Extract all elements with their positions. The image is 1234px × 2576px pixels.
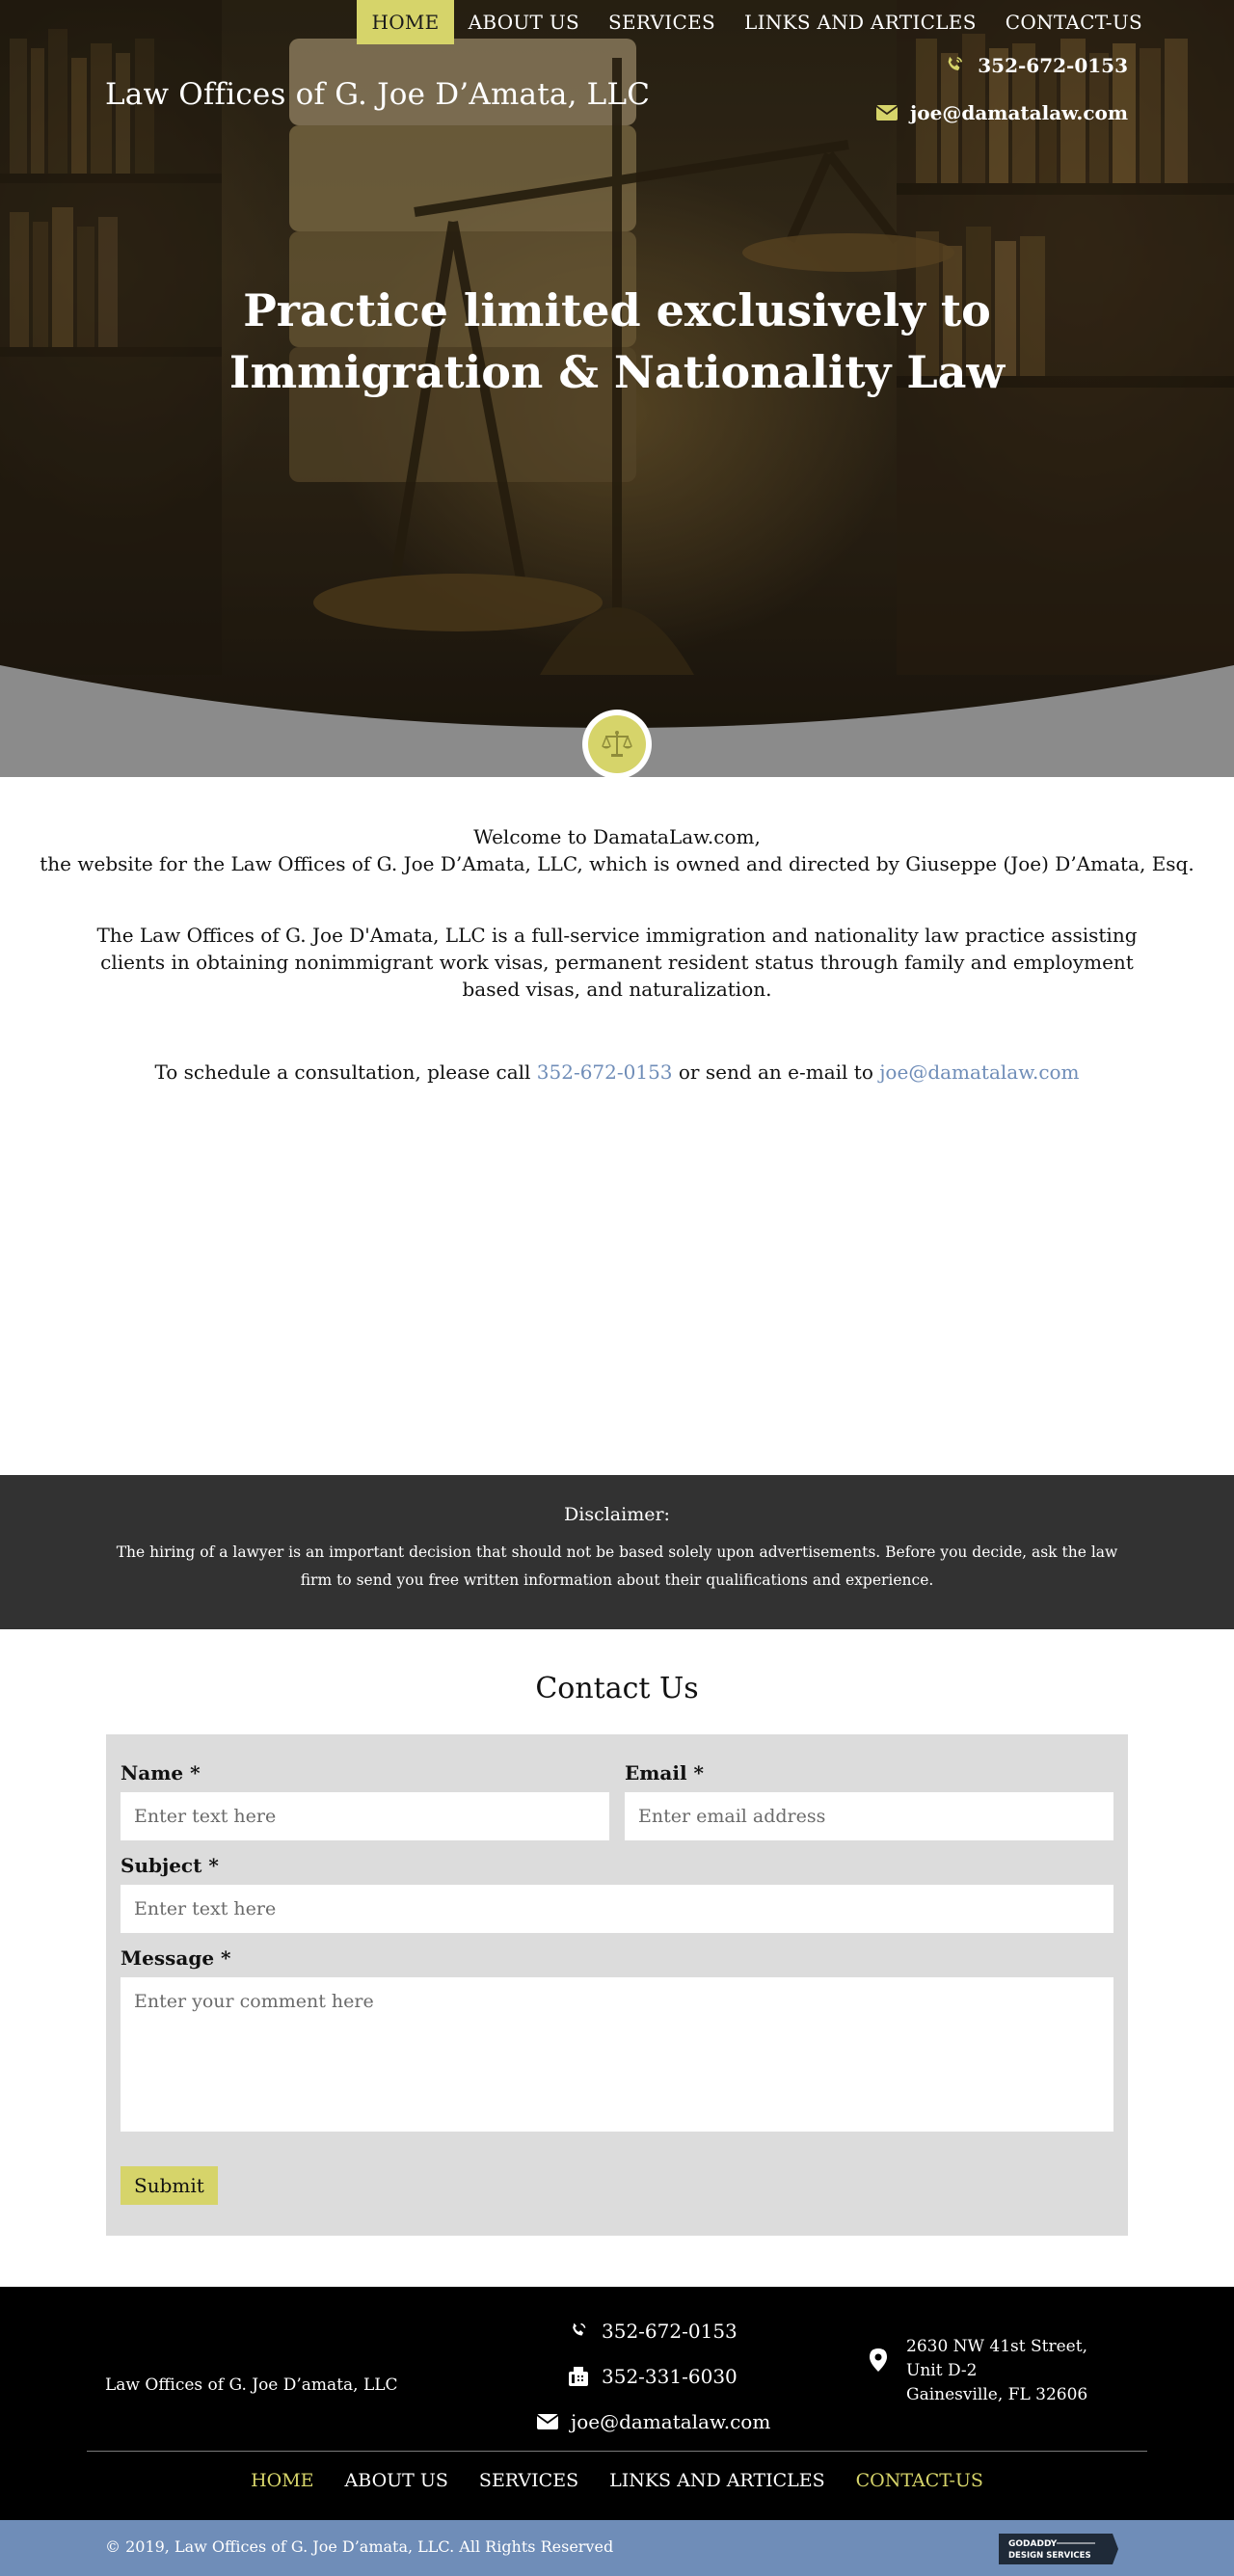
message-field-group bbox=[121, 1946, 1113, 2135]
footer-fax bbox=[536, 2353, 770, 2399]
footer-nav-home[interactable]: HOME bbox=[251, 2470, 314, 2491]
nav-item-links-and-articles[interactable]: LINKS AND ARTICLES bbox=[744, 11, 977, 34]
site-footer bbox=[0, 2287, 1234, 2520]
address-line-2: Unit D-2 bbox=[906, 2361, 978, 2380]
welcome-line-2: the website for the Law Offices of G. Joe D’Amata, LLC, which is owned and directed by Giuseppe (Joe) D’Amata, Esq. bbox=[40, 852, 1194, 875]
main-nav bbox=[357, 0, 1157, 44]
footer-divider bbox=[87, 2451, 1147, 2452]
welcome-section bbox=[0, 777, 1234, 1475]
contact-form bbox=[106, 1734, 1128, 2236]
email-input[interactable] bbox=[625, 1792, 1113, 1840]
footer-contact-list bbox=[536, 2308, 770, 2444]
footer-nav-contact-us[interactable]: CONTACT-US bbox=[855, 2470, 983, 2491]
name-input[interactable] bbox=[121, 1792, 609, 1840]
footer-phone[interactable] bbox=[536, 2308, 770, 2353]
disclaimer-title: Disclaimer: bbox=[564, 1504, 670, 1525]
name-field-group bbox=[121, 1761, 609, 1840]
footer-phone-text: 352-672-0153 bbox=[602, 2319, 738, 2343]
scales-badge bbox=[582, 710, 652, 777]
nav-item-about-us[interactable]: ABOUT US bbox=[468, 11, 580, 34]
footer-nav-about-us[interactable]: ABOUT US bbox=[344, 2470, 448, 2491]
footer-fax-text: 352-331-6030 bbox=[602, 2364, 738, 2388]
subject-label: Subject * bbox=[121, 1854, 219, 1877]
godaddy-line-1: GODADDY bbox=[1008, 2539, 1058, 2549]
header-phone[interactable] bbox=[943, 54, 1128, 77]
disclaimer-text: The hiring of a lawyer is an important decision that should not be based solely upon advertisements. Before you decide, ask the law firm to send you free written information about their qualifications and experience. bbox=[116, 1543, 1118, 1589]
subject-field-group bbox=[121, 1854, 1113, 1933]
hero-section bbox=[0, 0, 1234, 777]
welcome-line-1: Welcome to DamataLaw.com, bbox=[473, 825, 761, 848]
schedule-phone-link[interactable]: 352-672-0153 bbox=[536, 1060, 673, 1084]
subject-input[interactable] bbox=[121, 1885, 1113, 1933]
name-label: Name * bbox=[121, 1761, 201, 1784]
address-line-3: Gainesville, FL 32606 bbox=[906, 2385, 1088, 2404]
schedule-prefix: To schedule a consultation, please call bbox=[154, 1060, 531, 1084]
header-phone-text: 352-672-0153 bbox=[978, 54, 1128, 77]
schedule-consultation bbox=[0, 1059, 1234, 1086]
site-brand-title[interactable]: Law Offices of G. Joe D’Amata, LLC bbox=[105, 77, 651, 112]
nav-item-contact-us[interactable]: CONTACT-US bbox=[1005, 11, 1142, 34]
schedule-email-link[interactable]: joe@damatalaw.com bbox=[879, 1060, 1080, 1084]
contact-title: Contact Us bbox=[535, 1672, 699, 1705]
disclaimer-section bbox=[0, 1475, 1234, 1629]
fax-icon bbox=[567, 2365, 590, 2388]
header-email[interactable] bbox=[875, 101, 1128, 124]
email-field-group bbox=[625, 1761, 1113, 1840]
footer-nav-links-and-articles[interactable]: LINKS AND ARTICLES bbox=[609, 2470, 825, 2491]
address-line-1: 2630 NW 41st Street, bbox=[906, 2337, 1087, 2356]
header-email-text: joe@damatalaw.com bbox=[910, 101, 1128, 124]
footer-nav bbox=[0, 2470, 1234, 2491]
map-pin-icon bbox=[870, 2348, 893, 2407]
godaddy-line-2: DESIGN SERVICES bbox=[1008, 2551, 1091, 2561]
copyright-text: © 2019, Law Offices of G. Joe D’amata, LLC. All Rights Reserved bbox=[105, 2537, 614, 2556]
practice-description: The Law Offices of G. Joe D'Amata, LLC is a full-service immigration and nationality law practice assisting clients in obtaining nonimmigrant work visas, permanent resident status through family and employment based visas, and naturalization. bbox=[96, 924, 1138, 1001]
hero-headline: Practice limited exclusively to Immigration & Nationality Law bbox=[228, 284, 1006, 398]
submit-button[interactable]: Submit bbox=[121, 2166, 218, 2205]
nav-item-services[interactable]: SERVICES bbox=[608, 11, 716, 34]
footer-nav-services[interactable]: SERVICES bbox=[478, 2470, 579, 2491]
phone-icon bbox=[943, 54, 966, 77]
email-label: Email * bbox=[625, 1761, 704, 1784]
footer-brand: Law Offices of G. Joe D’amata, LLC bbox=[105, 2375, 398, 2395]
footer-address bbox=[870, 2335, 1087, 2407]
contact-section bbox=[0, 1629, 1234, 2287]
copyright-bar bbox=[0, 2520, 1234, 2576]
footer-email[interactable] bbox=[536, 2399, 770, 2444]
footer-email-text: joe@damatalaw.com bbox=[571, 2409, 771, 2433]
envelope-icon bbox=[875, 101, 899, 124]
phone-icon bbox=[567, 2320, 590, 2343]
schedule-middle: or send an e-mail to bbox=[678, 1060, 873, 1084]
message-label: Message * bbox=[121, 1946, 231, 1970]
envelope-icon bbox=[536, 2410, 559, 2433]
nav-item-home[interactable]: HOME bbox=[357, 0, 453, 44]
scales-of-justice-icon bbox=[601, 730, 633, 759]
godaddy-design-services-badge[interactable] bbox=[997, 2532, 1120, 2566]
message-textarea[interactable] bbox=[121, 1977, 1113, 2132]
